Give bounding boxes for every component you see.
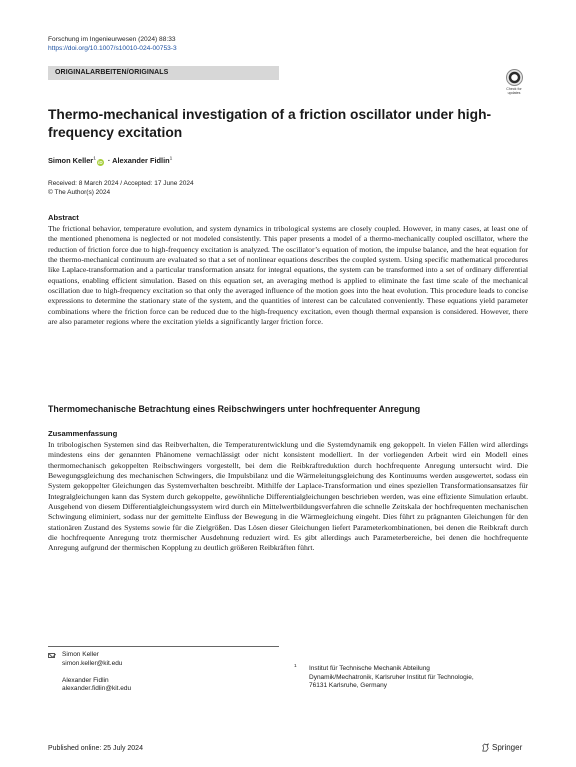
- affiliation: 1 Institut für Technische Mechanik Abteilung Dynamik/Mechatronik, Karlsruher Institut für Technologie, 76131 Karlsruhe, Germany: [294, 664, 474, 690]
- abstract-heading: Abstract: [48, 213, 79, 222]
- check-for-updates-badge[interactable]: Check for updates: [503, 69, 525, 95]
- author-name[interactable]: Alexander Fidlin: [112, 156, 170, 165]
- corresponding-authors: [48, 651, 131, 694]
- doi-link[interactable]: https://doi.org/10.1007/s10010-024-00753-3: [48, 45, 177, 52]
- contact-email[interactable]: simon.keller@kit.edu: [62, 659, 123, 667]
- german-title: Thermomechanische Betrachtung eines Reibschwingers unter hochfrequenter Anregung: [48, 404, 421, 414]
- contact-email[interactable]: alexander.fidlin@kit.edu: [62, 685, 132, 693]
- paper-title: Thermo-mechanical investigation of a friction oscillator under high-frequency excitation: [48, 107, 492, 140]
- author-separator: ·: [105, 156, 113, 165]
- crossmark-icon: [506, 69, 523, 86]
- contact-name: Alexander Fidlin: [62, 676, 109, 684]
- abstract-text: The frictional behavior, temperature evolution, and system dynamics in tribological systems are closely coupled. However, in many cases, at least one of the mentioned phenomena is neglected or not modeled consistently. This paper presents a model of a thermo-mechanically coupled oscillator, where the reduction of friction force due to high-frequency excitation is analyzed. The oscillator’s equation of motion, the impulse balance, and the heat equation for the thermo-mechanical continuum are evaluated so that a set of nonlinear equations describes the coupled system. Using specific mathematical procedures like Laplace-transformation and a particular transformation ansatz for integral equations, the system can be transformed into a set of ordinary differential equations, enabling efficient simulation. Based on this equation set, an averaging method is applied to eliminate the fast time scale of the mechanical oscillation due to high-frequency excitation so that only the averaged influence of the motion goes into the heat evolution. This procedure leads to concise expressions to determine the stationary state of the system, and the quantities of interest can be calculated conveniently. These equations yield parameter combinations where the friction force can be reduced due to the high-frequency excitation, even though thermal expansion is considered. However, there are also parameter regions where the excitation yields a significantly larger friction force.: [48, 224, 528, 327]
- orcid-icon[interactable]: iD: [98, 160, 103, 165]
- journal-citation: Forschung im Ingenieurwesen (2024) 88:33: [48, 36, 176, 43]
- received-accepted: Received: 8 March 2024 / Accepted: 17 June 2024: [48, 180, 194, 187]
- journal-header: [48, 35, 177, 53]
- author-list: [48, 156, 172, 166]
- author-affil-mark: 1: [93, 156, 96, 162]
- zusammenfassung-heading: Zusammenfassung: [48, 429, 118, 438]
- category-banner: ORIGINALARBEITEN/ORIGINALS: [48, 66, 279, 80]
- springer-logo: Springer: [481, 743, 522, 752]
- footnote-divider: [48, 646, 279, 647]
- envelope-icon: [48, 653, 55, 658]
- contact-name: Simon Keller: [62, 651, 99, 658]
- springer-horse-icon: [481, 743, 490, 752]
- copyright: © The Author(s) 2024: [48, 188, 111, 196]
- article-dates: [48, 180, 194, 197]
- author-name[interactable]: Simon Keller: [48, 156, 94, 165]
- published-online: Published online: 25 July 2024: [48, 745, 143, 752]
- author-affil-mark: 1: [169, 156, 173, 162]
- zusammenfassung-text: In tribologischen Systemen sind das Reibverhalten, die Temperaturentwicklung und die Systemdynamik eng gekoppelt. In vielen Fällen wird allerdings mindestens eins der genannten Phänomene vernachlässigt oder nicht konsistent modelliert. In der vorliegenden Arbeit wird ein Modell eines thermomechanisch gekoppelten Reibschwingers vorgestellt, bei dem die Reibkraftreduktion durch hochfrequente Anregung untersucht wird. Die Bewegungsgleichung des mechanischen Schwingers, die Impulsbilanz und die Wärmeleitungsgleichung des Kontinuums werden ausgewertet, sodass ein System gekoppelter Gleichungen das Systemverhalten beschreibt. Mithilfe der Laplace-Transformation und eines speziellen Transformationsansatzes für Integralgleichungen kann das System durch gekoppelte, gewöhnliche Differentialgleichungen beschrieben werden, was eine effiziente Simulation erlaubt. Ausgehend von diesem Differentialgleichungssystem wird durch ein Mittelwertbildungsverfahren die schnelle Zeitskala der hochfrequenten mechanischen Schwingung eliminiert, sodass nur der gemittelte Einfluss der Bewegung in die Wärmegleichung eingeht. Dies führt zu prägnanten Gleichungen für den stationären Zustand des Systems sowie für die Zielgrößen. Das Lösen dieser Gleichungen liefert Parameterkombinationen, bei denen die Reibkraft durch die hochfrequente Anregung trotz thermischer Ausdehnung reduziert wird. Es gibt allerdings auch Parameterbereiche, bei denen die hochfrequente Anregung aufgrund der thermischen Kopplung zu deutlich größeren Reibkräften führt.: [48, 440, 528, 553]
- affiliation-number: 1: [294, 664, 297, 669]
